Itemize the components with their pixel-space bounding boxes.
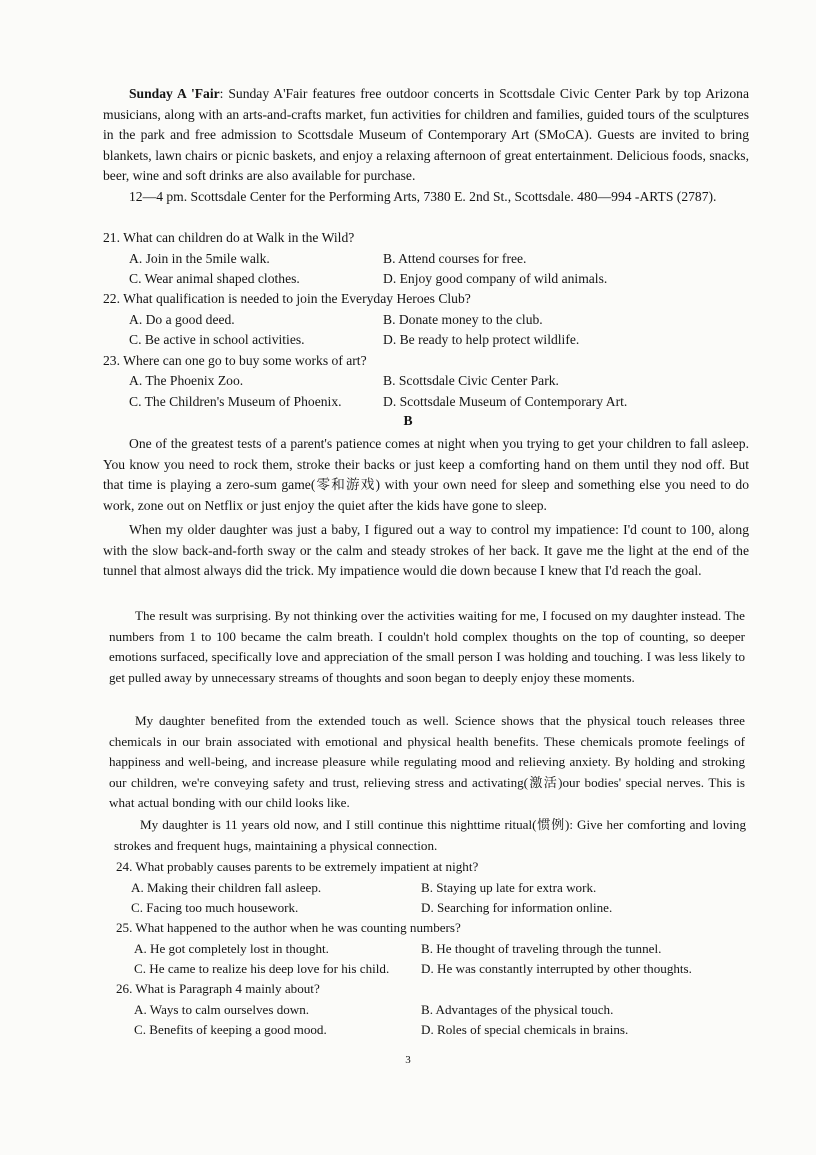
event-description	[103, 84, 749, 187]
q24-option-b: B. Staying up late for extra work.	[421, 880, 597, 895]
question-24-stem: 24. What probably causes parents to be extremely impatient at night?	[116, 859, 479, 874]
q22-option-c: C. Be active in school activities.	[129, 332, 305, 347]
q23-option-c: C. The Children's Museum of Phoenix.	[129, 394, 342, 409]
q21-option-b: B. Attend courses for free.	[383, 251, 527, 266]
question-21-stem: 21. What can children do at Walk in the Wild?	[103, 230, 355, 245]
section-b-heading: B	[403, 413, 413, 428]
event-title: Sunday A 'Fair	[129, 86, 220, 101]
q26-option-d: D. Roles of special chemicals in brains.	[421, 1022, 629, 1037]
q21-option-d: D. Enjoy good company of wild animals.	[383, 271, 608, 286]
question-23-stem: 23. Where can one go to buy some works of art?	[103, 353, 367, 368]
q25-option-d: D. He was constantly interrupted by other thoughts.	[421, 961, 692, 976]
event-info-text: 12—4 pm. Scottsdale Center for the Performing Arts, 7380 E. 2nd St., Scottsdale. 480—994 -ARTS (2787).	[129, 189, 717, 204]
q22-option-b: B. Donate money to the club.	[383, 312, 543, 327]
passage-b-paragraph-5	[114, 815, 746, 856]
q26-option-b: B. Advantages of the physical touch.	[421, 1002, 614, 1017]
paragraph-5-text: My daughter is 11 years old now, and I still continue this nighttime ritual(惯例): Give her comforting and loving strokes and frequent hugs, maintaining a physical connection.	[114, 817, 746, 853]
q21-option-c: C. Wear animal shaped clothes.	[129, 271, 300, 286]
passage-b-paragraph-1	[103, 434, 749, 516]
event-info	[103, 187, 749, 208]
q23-option-d: D. Scottsdale Museum of Contemporary Art.	[383, 394, 628, 409]
event-body: : Sunday A'Fair features free outdoor concerts in Scottsdale Civic Center Park by top Arizona musicians, along with an arts-and-crafts market, fun activities for children and families, guided tours of the sculptures in the park and free admission to Scottsdale Museum of Contemporary Art (SMoCA). Guests are invited to bring blankets, lawn chairs or picnic baskets, and enjoy a relaxing afternoon of great entertainment. Delicious foods, snacks, beer, wine and soft drinks are also available for purchase.	[103, 86, 750, 184]
question-22-stem: 22. What qualification is needed to join the Everyday Heroes Club?	[103, 291, 471, 306]
q25-option-a: A. He got completely lost in thought.	[134, 941, 329, 956]
paragraph-4-text: My daughter benefited from the extended touch as well. Science shows that the physical touch releases three chemicals in our brain associated with emotional and physical health benefits. These chemicals promote feelings of happiness and well-being, and increase pleasure while regulating mood and relieving anxiety. By holding and stroking our children, we're conveying safety and trust, relieving stress and activating(激活)our bodies' special nerves. This is what actual bonding with our child looks like.	[109, 713, 745, 811]
q22-option-a: A. Do a good deed.	[129, 312, 235, 327]
q23-option-b: B. Scottsdale Civic Center Park.	[383, 373, 559, 388]
paragraph-3-text: The result was surprising. By not thinking over the activities waiting for me, I focused on my daughter instead. The numbers from 1 to 100 became the calm breath. I couldn't hold complex thoughts on the top of counting, so deeper emotions surfaced, specifically love and appreciation of the small person I was holding and touching. I was less likely to get pulled away by unnecessary streams of thoughts and soon began to deeply enjoy these moments.	[109, 608, 745, 685]
passage-b-paragraph-3	[109, 606, 745, 688]
passage-b-paragraph-4	[109, 711, 745, 814]
question-25-stem: 25. What happened to the author when he was counting numbers?	[116, 920, 461, 935]
page-number: 3	[405, 1054, 411, 1066]
q24-option-d: D. Searching for information online.	[421, 900, 613, 915]
q26-option-a: A. Ways to calm ourselves down.	[134, 1002, 310, 1017]
q21-option-a: A. Join in the 5mile walk.	[129, 251, 270, 266]
q26-option-c: C. Benefits of keeping a good mood.	[134, 1022, 327, 1037]
q25-option-b: B. He thought of traveling through the tunnel.	[421, 941, 662, 956]
q24-option-a: A. Making their children fall asleep.	[131, 880, 322, 895]
q25-option-c: C. He came to realize his deep love for his child.	[134, 961, 390, 976]
passage-b-paragraph-2	[103, 520, 749, 582]
paragraph-1-text: One of the greatest tests of a parent's patience comes at night when you trying to get your children to fall asleep. You know you need to rock them, stroke their backs or just keep a comforting hand on them until they nod off. But that time is playing a zero-sum game(零和游戏) with your own need for sleep and something else you need to do work, zone out on Netflix or just enjoy the quiet after the kids have gone to sleep.	[103, 436, 749, 513]
question-26-stem: 26. What is Paragraph 4 mainly about?	[116, 981, 320, 996]
paragraph-2-text: When my older daughter was just a baby, I figured out a way to control my impatience: I'd count to 100, along with the slow back-and-forth sway or the calm and steady strokes of her back. It gave me the light at the end of the tunnel that almost always did the trick. My impatience would die down because I knew that I'd reach the goal.	[103, 522, 749, 579]
q23-option-a: A. The Phoenix Zoo.	[129, 373, 244, 388]
q24-option-c: C. Facing too much housework.	[131, 900, 299, 915]
q22-option-d: D. Be ready to help protect wildlife.	[383, 332, 580, 347]
